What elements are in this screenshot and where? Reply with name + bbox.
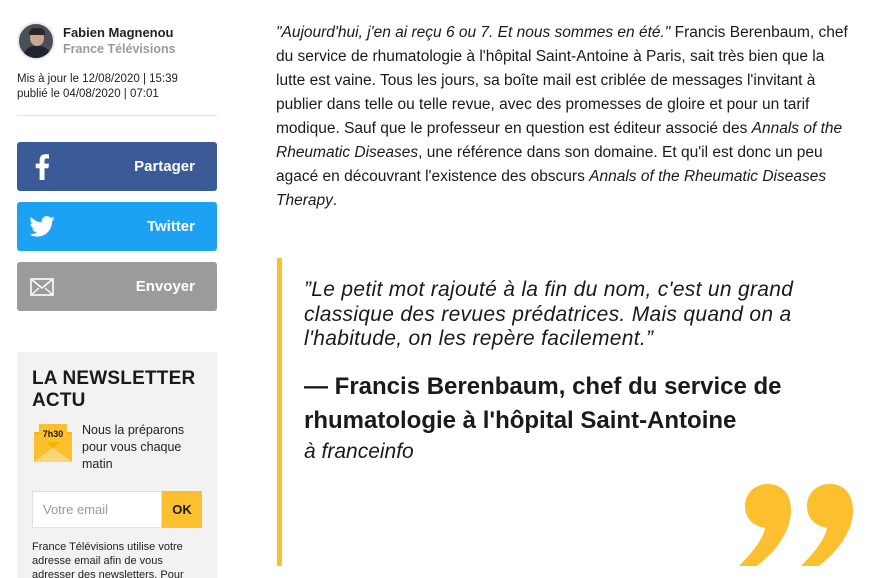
article-sidebar: [17, 20, 217, 578]
article-text-2: , une référence dans son domaine. Et qu'il est donc un peu agacé en découvrant l'existence des obscurs: [276, 144, 823, 185]
newsletter-badge: 7h30: [42, 429, 64, 439]
newsletter-envelope-icon: [32, 422, 74, 464]
newsletter-email-input[interactable]: [32, 491, 162, 528]
author-info: [63, 24, 176, 58]
newsletter-description: Nous la préparons pour vous chaque matin: [82, 423, 185, 471]
article-dates: [17, 72, 217, 101]
author-avatar[interactable]: [17, 22, 55, 60]
author-block: [17, 20, 217, 62]
author-organization: France Télévisions: [63, 42, 176, 56]
updated-date: Mis à jour le 12/08/2020 | 15:39: [17, 73, 178, 85]
published-date: publié le 04/08/2020 | 07:01: [17, 87, 159, 100]
journal-name-2: Annals of the Rheumatic Diseases Therapy: [276, 168, 827, 209]
article-text-1: Francis Berenbaum, chef du service de rhumatologie à l'hôpital Saint-Antoine à Paris, sait très bien que la lutte est vaine. Tous les jours, sa boîte mail est criblée de messages l'invitant à publier dans telle ou telle revue, avec des promesses de gloire et pour un tarif modique. Sauf que le professeur en question est éditeur associé des: [276, 24, 848, 137]
author-name[interactable]: Fabien Magnenou: [63, 25, 174, 40]
quote-source: à franceinfo: [304, 439, 414, 463]
email-share-button[interactable]: [17, 262, 217, 311]
newsletter-submit-button[interactable]: OK: [162, 491, 202, 528]
sidebar-divider: [17, 115, 217, 116]
pull-quote: [277, 258, 857, 566]
twitter-share-button[interactable]: [17, 202, 217, 251]
facebook-icon: [29, 154, 55, 180]
twitter-icon: [29, 214, 55, 240]
quote-text: ”Le petit mot rajouté à la fin du nom, c'est un grand classique des revues prédatrices. Mais quand on a l'habitude, on les repère facilement.”: [304, 278, 794, 350]
quote-author: — Francis Berenbaum, chef du service de rhumatologie à l'hôpital Saint-Antoine: [304, 372, 782, 434]
newsletter-title: LA NEWSLETTER ACTU: [32, 368, 196, 411]
newsletter-legal-text: France Télévisions utilise votre adresse email afin de vous adresser des newsletters. Pour: [32, 541, 184, 578]
twitter-share-label: Twitter: [146, 218, 195, 235]
facebook-share-label: Partager: [134, 158, 195, 175]
newsletter-box: [17, 352, 217, 578]
journal-name-1: Annals of the Rheumatic Diseases: [276, 120, 843, 161]
article-opening-quote: "Aujourd'hui, j'en ai reçu 6 ou 7. Et nous sommes en été.": [276, 24, 671, 41]
newsletter-form: [32, 491, 203, 528]
article-text-3: .: [332, 192, 338, 209]
email-share-label: Envoyer: [135, 278, 195, 295]
article-paragraph: [276, 21, 856, 213]
newsletter-info: [32, 422, 203, 473]
envelope-icon: [29, 274, 55, 300]
facebook-share-button[interactable]: [17, 142, 217, 191]
quote-mark-icon: [737, 484, 857, 566]
